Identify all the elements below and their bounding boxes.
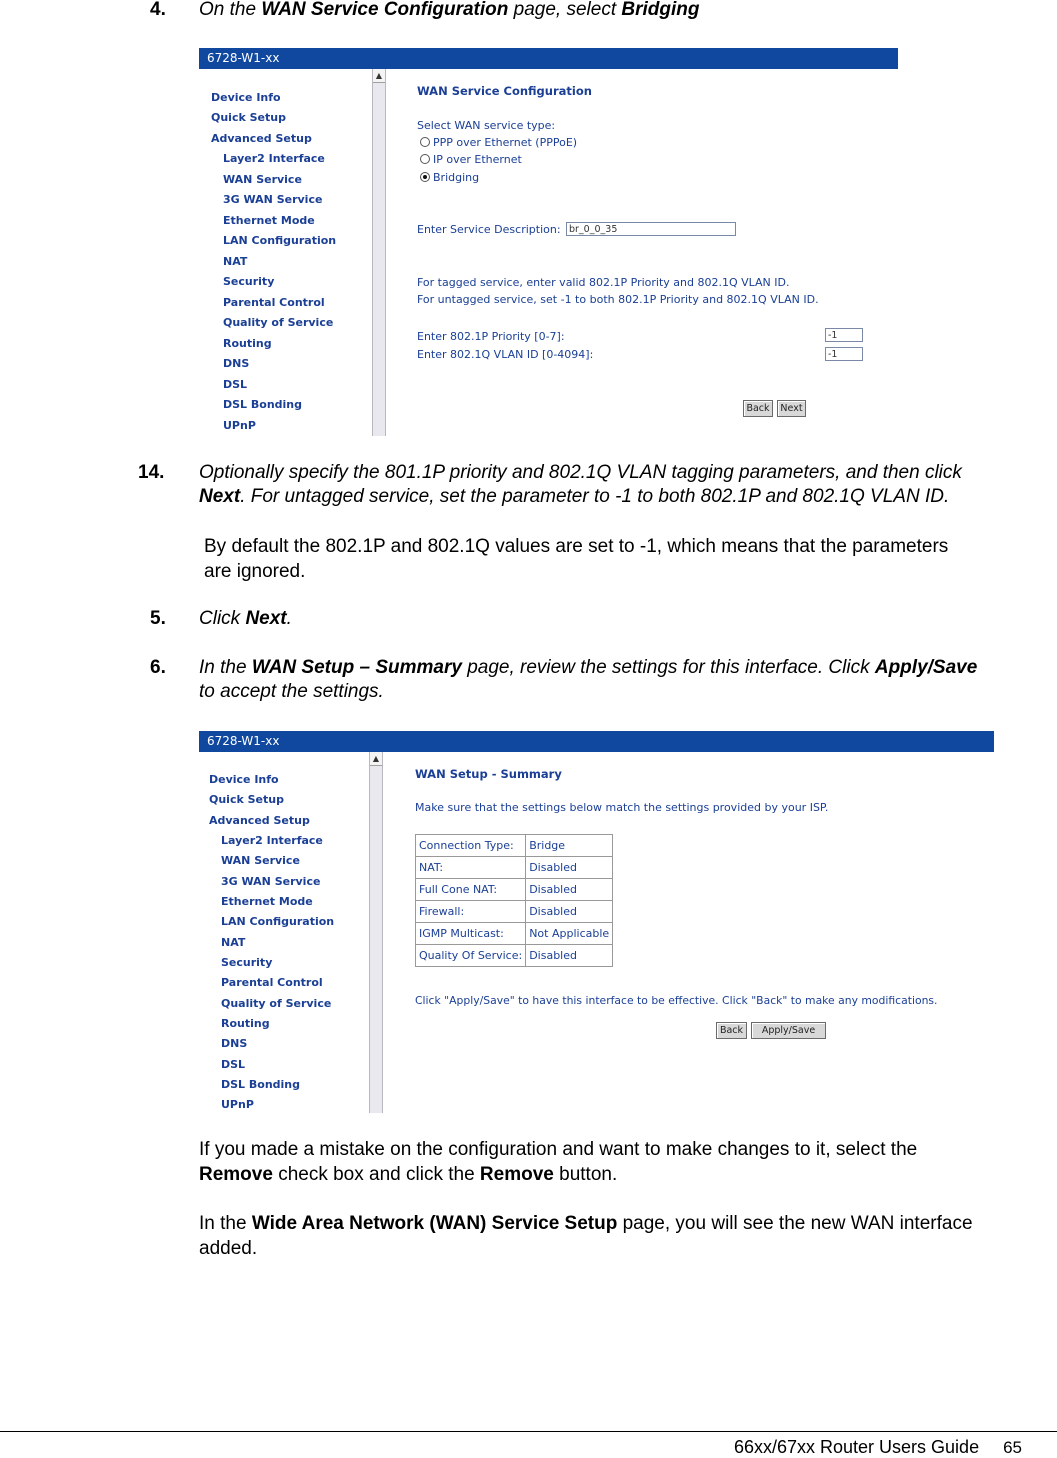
option-name: Bridging: [621, 0, 700, 20]
nav-quality-of-service[interactable]: Quality of Service: [223, 316, 334, 329]
step-4: [150, 0, 1030, 22]
untagged-service-note: For untagged service, set -1 to both 802.1P Priority and 802.1Q VLAN ID.: [417, 293, 819, 306]
table-row: [416, 879, 613, 901]
option-ipoe[interactable]: IP over Ethernet: [420, 153, 522, 166]
setting-label: NAT:: [416, 857, 526, 879]
remove-instructions: [199, 1137, 1049, 1187]
nav-advanced-setup[interactable]: Advanced Setup: [211, 132, 312, 145]
step-number: 14.: [138, 462, 165, 483]
vlan-id-label: Enter 802.1Q VLAN ID [0-4094]:: [417, 348, 594, 361]
table-row: [416, 901, 613, 923]
service-description-input[interactable]: br_0_0_35: [566, 222, 736, 236]
page-name: Wide Area Network (WAN) Service Setup: [251, 1213, 618, 1234]
step-text: On the: [199, 0, 262, 20]
page-title: WAN Setup - Summary: [415, 767, 562, 781]
page-title: WAN Service Configuration: [417, 84, 592, 98]
option-pppoe[interactable]: PPP over Ethernet (PPPoE): [420, 136, 577, 149]
step-number: 6.: [150, 657, 166, 678]
scroll-up-icon[interactable]: ▲: [370, 752, 382, 766]
nav-3g-wan-service[interactable]: 3G WAN Service: [223, 193, 323, 206]
table-row: [416, 835, 613, 857]
button-name: Next: [199, 486, 241, 507]
nav-routing[interactable]: Routing: [223, 337, 272, 350]
nav-quick-setup[interactable]: Quick Setup: [209, 793, 284, 806]
nav-nat[interactable]: NAT: [221, 936, 246, 949]
nav-advanced-setup[interactable]: Advanced Setup: [209, 814, 310, 827]
nav-upnp[interactable]: UPnP: [221, 1098, 254, 1111]
vlan-id-input[interactable]: -1: [825, 347, 863, 361]
setting-value: Bridge: [526, 835, 613, 857]
step-text: Click: [199, 608, 246, 629]
page-footer: [734, 1437, 1022, 1458]
paragraph-text: added.: [199, 1238, 258, 1259]
nav-wan-service[interactable]: WAN Service: [223, 173, 302, 186]
setting-label: Connection Type:: [416, 835, 526, 857]
nav-lan-configuration[interactable]: LAN Configuration: [223, 234, 337, 247]
wan-setup-note: [199, 1211, 1054, 1261]
step-text: page, review the settings for this interface. Click: [461, 657, 875, 678]
nav-routing[interactable]: Routing: [221, 1017, 270, 1030]
setting-value: Disabled: [526, 945, 613, 967]
nav-3g-wan-service[interactable]: 3G WAN Service: [221, 875, 321, 888]
radio-icon[interactable]: [420, 137, 430, 147]
step-text: page, select: [508, 0, 622, 20]
step-text: . For untagged service, set the parameter to -1 to both 802.1P and 802.1Q VLAN ID.: [240, 486, 950, 507]
page-number: 65: [1003, 1438, 1022, 1457]
nav-wan-service[interactable]: WAN Service: [221, 854, 300, 867]
apply-save-button[interactable]: Apply/Save: [751, 1022, 826, 1039]
table-row: [416, 945, 613, 967]
setting-label: Full Cone NAT:: [416, 879, 526, 901]
apply-note: Click "Apply/Save" to have this interface to be effective. Click "Back" to make any modifications.: [415, 994, 938, 1007]
button-name: Remove: [479, 1164, 554, 1185]
guide-title: 66xx/67xx Router Users Guide: [733, 1437, 980, 1457]
summary-intro: Make sure that the settings below match the settings provided by your ISP.: [415, 801, 829, 814]
checkbox-name: Remove: [199, 1164, 273, 1185]
nav-dns[interactable]: DNS: [221, 1037, 248, 1050]
nav-dns[interactable]: DNS: [223, 357, 250, 370]
step-text: to accept the settings.: [199, 681, 384, 702]
nav-layer2-interface[interactable]: Layer2 Interface: [223, 152, 325, 165]
nav-device-info[interactable]: Device Info: [209, 773, 279, 786]
nav-lan-configuration[interactable]: LAN Configuration: [221, 915, 335, 928]
nav-parental-control[interactable]: Parental Control: [221, 976, 323, 989]
nav-dsl[interactable]: DSL: [221, 1058, 246, 1071]
setting-value: Disabled: [526, 857, 613, 879]
next-button[interactable]: Next: [777, 400, 806, 417]
step-text: In the: [199, 657, 252, 678]
table-row: [416, 857, 613, 879]
back-button[interactable]: Back: [716, 1022, 747, 1039]
page-name: WAN Setup – Summary: [251, 657, 462, 678]
table-row: [416, 923, 613, 945]
note-line: By default the 802.1P and 802.1Q values are set to -1, which means that the parameters: [204, 536, 949, 557]
sidebar-scrollbar[interactable]: [369, 752, 383, 1113]
setting-label: IGMP Multicast:: [416, 923, 526, 945]
step-number: 5.: [150, 608, 166, 629]
tagged-service-note: For tagged service, enter valid 802.1P Priority and 802.1Q VLAN ID.: [417, 276, 790, 289]
paragraph-text: button.: [553, 1164, 618, 1185]
paragraph-text: page, you will see the new WAN interface: [617, 1213, 973, 1234]
setting-value: Disabled: [526, 901, 613, 923]
nav-ethernet-mode[interactable]: Ethernet Mode: [223, 214, 315, 227]
setting-value: Not Applicable: [526, 923, 613, 945]
scroll-up-icon[interactable]: ▲: [373, 69, 385, 83]
paragraph-text: In the: [199, 1213, 252, 1234]
paragraph-text: If you made a mistake on the configuration and want to make changes to it, select the: [199, 1139, 918, 1160]
nav-dsl[interactable]: DSL: [223, 378, 248, 391]
back-button[interactable]: Back: [743, 400, 773, 417]
wan-service-config-screenshot: [199, 48, 898, 436]
step-number: 4.: [150, 0, 166, 20]
nav-ethernet-mode[interactable]: Ethernet Mode: [221, 895, 313, 908]
footer-divider: [0, 1431, 1057, 1432]
sidebar-scrollbar[interactable]: [372, 69, 386, 436]
default-values-note: [204, 534, 1044, 584]
nav-dsl-bonding[interactable]: DSL Bonding: [223, 398, 303, 411]
nav-security[interactable]: Security: [221, 956, 273, 969]
select-type-label: Select WAN service type:: [417, 119, 556, 132]
nav-layer2-interface[interactable]: Layer2 Interface: [221, 834, 323, 847]
note-line: are ignored.: [204, 561, 306, 582]
sidebar-nav: [199, 752, 369, 1113]
sidebar-nav: [199, 69, 369, 436]
nav-dsl-bonding[interactable]: DSL Bonding: [221, 1078, 301, 1091]
paragraph-text: check box and click the: [272, 1164, 480, 1185]
nav-parental-control[interactable]: Parental Control: [223, 296, 325, 309]
option-bridging[interactable]: Bridging: [420, 171, 479, 184]
radio-selected-icon[interactable]: [420, 172, 430, 182]
setting-label: Firewall:: [416, 901, 526, 923]
priority-input[interactable]: -1: [825, 328, 863, 342]
setting-label: Quality Of Service:: [416, 945, 526, 967]
nav-nat[interactable]: NAT: [223, 255, 248, 268]
page-name: WAN Service Configuration: [261, 0, 509, 20]
step-5: 5. Click Next.: [150, 608, 292, 629]
step-14: [138, 461, 1053, 511]
radio-icon[interactable]: [420, 154, 430, 164]
nav-upnp[interactable]: UPnP: [223, 419, 256, 432]
nav-security[interactable]: Security: [223, 275, 275, 288]
step-6: [150, 656, 1055, 706]
window-title: 6728-W1-xx: [199, 731, 994, 752]
step-text: Optionally specify the 801.1P priority and 802.1Q VLAN tagging parameters, and then click: [199, 462, 962, 483]
nav-quick-setup[interactable]: Quick Setup: [211, 111, 286, 124]
nav-quality-of-service[interactable]: Quality of Service: [221, 997, 332, 1010]
button-name: Apply/Save: [874, 657, 978, 678]
priority-label: Enter 802.1P Priority [0-7]:: [417, 330, 565, 343]
setting-value: Disabled: [526, 879, 613, 901]
summary-table: [415, 834, 613, 967]
button-name: Next: [245, 608, 287, 629]
nav-device-info[interactable]: Device Info: [211, 91, 281, 104]
window-title: 6728-W1-xx: [199, 48, 898, 69]
wan-setup-summary-screenshot: [199, 731, 994, 1113]
service-description-label: Enter Service Description:: [417, 223, 561, 236]
